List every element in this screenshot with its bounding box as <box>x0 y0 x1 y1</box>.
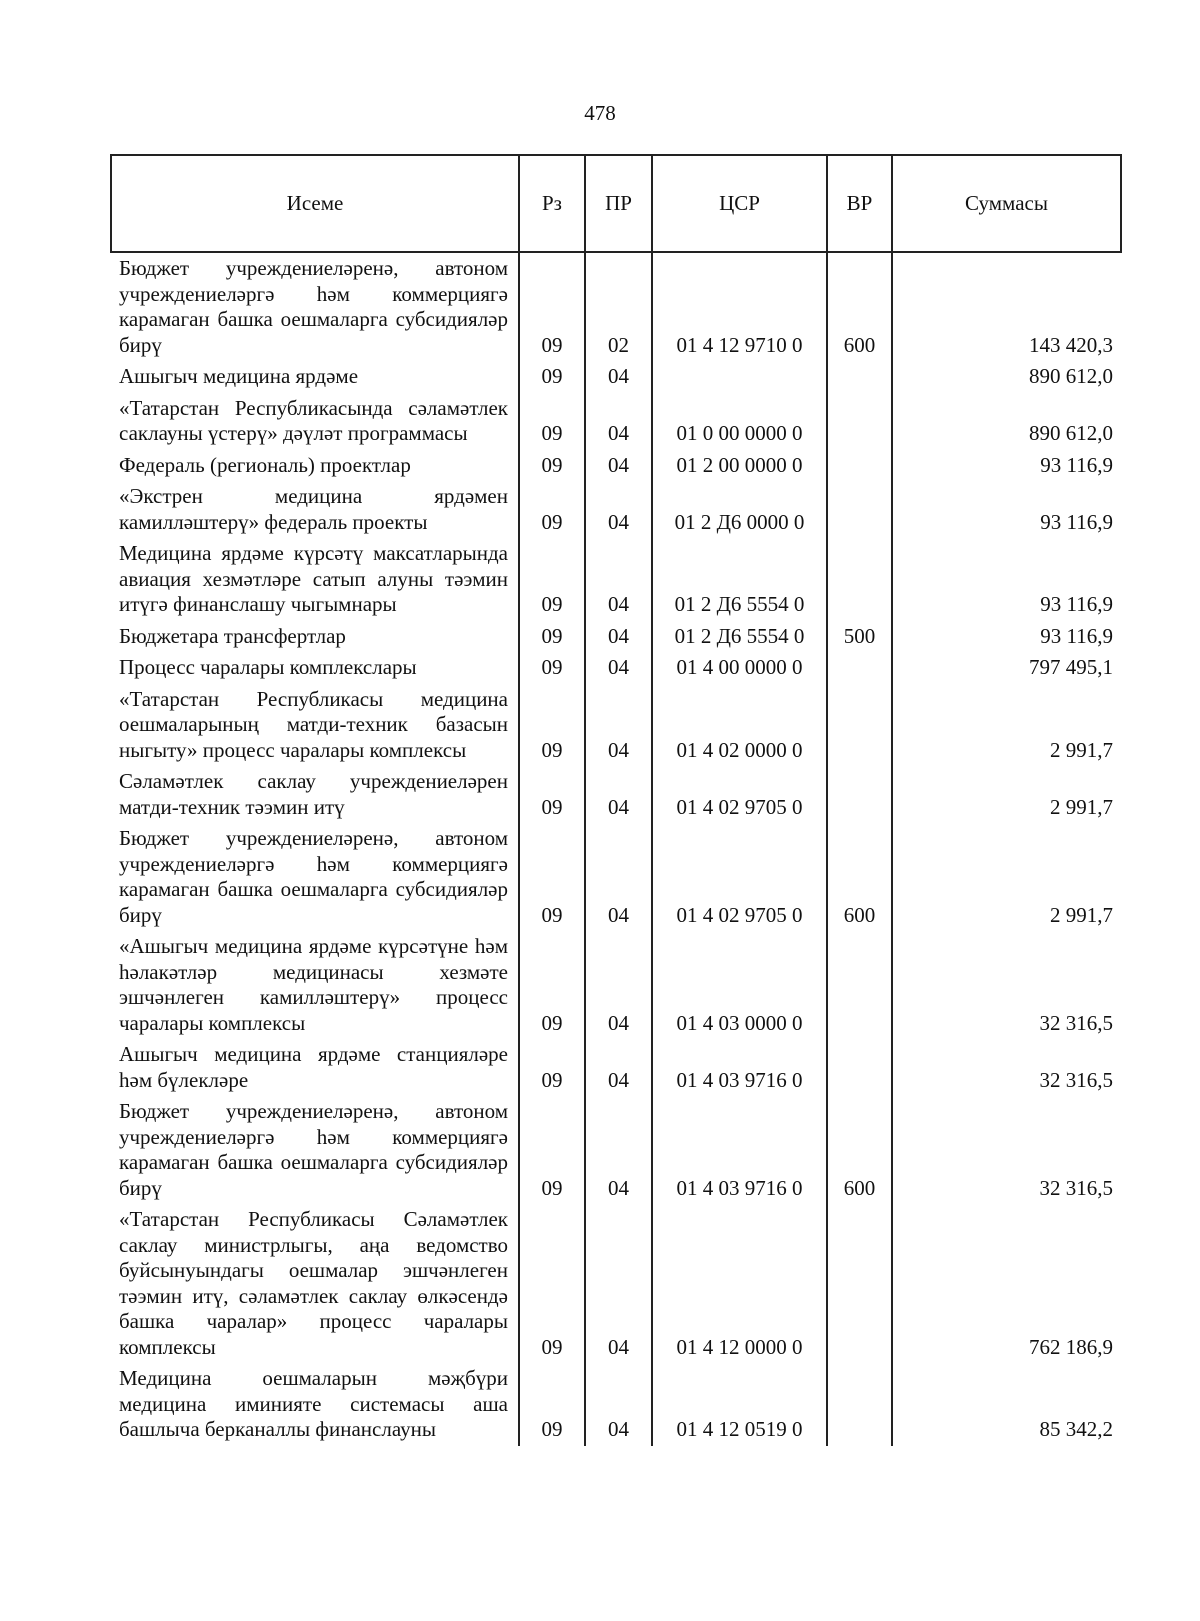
header-rz: Рз <box>519 155 585 252</box>
cell-csr: 01 4 02 9705 0 <box>652 823 827 931</box>
cell-amount: 93 116,9 <box>892 481 1121 538</box>
cell-name: «Татарстан Республикасы Сәламәтлек саклау министрлыгы, аңа ведомство буйсынуындагы оешмалар эшчәнлеген тәэмин итү, сәламәтлек саклау өлкәсендә башка чаралар» процесс чаралары комплексы <box>119 1207 508 1359</box>
table-header-row <box>111 155 1121 252</box>
cell-name: «Татарстан Республикасында сәламәтлек саклауны үстерү» дәүләт программасы <box>119 395 508 445</box>
cell-csr: 01 4 12 0000 0 <box>652 1204 827 1363</box>
cell-amount: 32 316,5 <box>892 1039 1121 1096</box>
cell-rz: 09 <box>519 652 585 684</box>
table-row <box>111 481 1121 538</box>
cell-pr: 04 <box>585 393 652 450</box>
cell-name: Бюджет учреждениеләренә, автоном учреждениеләргә һәм коммерциягә карамаган башка оешмаларга субсидияләр бирү <box>119 1099 508 1200</box>
cell-rz: 09 <box>519 621 585 653</box>
cell-pr: 04 <box>585 684 652 767</box>
cell-csr: 01 4 00 0000 0 <box>652 652 827 684</box>
cell-name: «Татарстан Республикасы медицина оешмаларының матди-техник базасын ныгыту» процесс чаралары комплексы <box>119 686 508 762</box>
table-row <box>111 252 1121 361</box>
cell-amount: 143 420,3 <box>892 252 1121 361</box>
table-row <box>111 823 1121 931</box>
table-row <box>111 652 1121 684</box>
cell-rz: 09 <box>519 823 585 931</box>
cell-amount: 93 116,9 <box>892 538 1121 621</box>
cell-csr: 01 2 00 0000 0 <box>652 450 827 482</box>
cell-pr: 04 <box>585 481 652 538</box>
cell-vr <box>827 652 892 684</box>
table-row <box>111 1363 1121 1446</box>
cell-pr: 04 <box>585 1204 652 1363</box>
cell-csr: 01 4 12 9710 0 <box>652 252 827 361</box>
cell-csr: 01 2 Д6 5554 0 <box>652 538 827 621</box>
cell-csr: 01 4 03 9716 0 <box>652 1039 827 1096</box>
cell-pr: 04 <box>585 450 652 482</box>
cell-pr: 04 <box>585 823 652 931</box>
cell-name: Медицина оешмаларын мәҗбүри медицина иминияте системасы аша башлыча берканаллы финанслауны <box>119 1366 508 1441</box>
cell-amount: 797 495,1 <box>892 652 1121 684</box>
table-row <box>111 1039 1121 1096</box>
cell-rz: 09 <box>519 1096 585 1204</box>
table-row <box>111 766 1121 823</box>
header-name: Исеме <box>111 155 519 252</box>
cell-rz: 09 <box>519 1204 585 1363</box>
cell-vr <box>827 1363 892 1446</box>
cell-amount: 93 116,9 <box>892 450 1121 482</box>
cell-rz: 09 <box>519 361 585 393</box>
cell-pr: 04 <box>585 1039 652 1096</box>
cell-pr: 02 <box>585 252 652 361</box>
table-row <box>111 1096 1121 1204</box>
cell-amount: 890 612,0 <box>892 393 1121 450</box>
table-row <box>111 621 1121 653</box>
cell-rz: 09 <box>519 481 585 538</box>
cell-vr: 600 <box>827 823 892 931</box>
cell-csr: 01 2 Д6 0000 0 <box>652 481 827 538</box>
cell-csr: 01 2 Д6 5554 0 <box>652 621 827 653</box>
cell-name: Ашыгыч медицина ярдәме станцияләре һәм бүлекләре <box>119 1042 508 1092</box>
cell-amount: 32 316,5 <box>892 931 1121 1039</box>
cell-name: Сәламәтлек саклау учреждениеләрен матди-техник тәэмин итү <box>119 769 508 819</box>
cell-name: Процесс чаралары комплекслары <box>119 655 417 679</box>
cell-amount: 32 316,5 <box>892 1096 1121 1204</box>
cell-vr <box>827 393 892 450</box>
table-row <box>111 931 1121 1039</box>
cell-name: Медицина ярдәме күрсәтү максатларында авиация хезмәтләре сатып алуны тәэмин итүгә финанслашу чыгымнары <box>119 541 508 616</box>
cell-rz: 09 <box>519 931 585 1039</box>
cell-name: Ашыгыч медицина ярдәме <box>119 364 359 388</box>
cell-rz: 09 <box>519 1039 585 1096</box>
cell-pr: 04 <box>585 766 652 823</box>
cell-rz: 09 <box>519 393 585 450</box>
cell-pr: 04 <box>585 1363 652 1446</box>
cell-csr: 01 4 12 0519 0 <box>652 1363 827 1446</box>
cell-rz: 09 <box>519 252 585 361</box>
table-row <box>111 450 1121 482</box>
cell-vr: 500 <box>827 621 892 653</box>
cell-vr: 600 <box>827 1096 892 1204</box>
table-body <box>111 252 1121 1446</box>
cell-vr <box>827 766 892 823</box>
header-amount: Суммасы <box>892 155 1121 252</box>
cell-name: Бюджет учреждениеләренә, автоном учреждениеләргә һәм коммерциягә карамаган башка оешмаларга субсидияләр бирү <box>119 826 508 927</box>
cell-vr <box>827 1204 892 1363</box>
cell-csr: 01 4 02 9705 0 <box>652 766 827 823</box>
cell-rz: 09 <box>519 684 585 767</box>
table-row <box>111 393 1121 450</box>
cell-rz: 09 <box>519 450 585 482</box>
cell-amount: 890 612,0 <box>892 361 1121 393</box>
cell-csr: 01 4 02 0000 0 <box>652 684 827 767</box>
cell-rz: 09 <box>519 766 585 823</box>
header-csr: ЦСР <box>652 155 827 252</box>
cell-name: «Экстрен медицина ярдәмен камилләштерү» федераль проекты <box>119 484 508 534</box>
table-row <box>111 538 1121 621</box>
cell-vr <box>827 931 892 1039</box>
cell-vr <box>827 481 892 538</box>
cell-vr <box>827 361 892 393</box>
cell-amount: 2 991,7 <box>892 766 1121 823</box>
cell-amount: 2 991,7 <box>892 823 1121 931</box>
cell-csr: 01 4 03 0000 0 <box>652 931 827 1039</box>
cell-vr <box>827 450 892 482</box>
cell-pr: 04 <box>585 621 652 653</box>
cell-amount: 85 342,2 <box>892 1363 1121 1446</box>
cell-rz: 09 <box>519 1363 585 1446</box>
cell-csr: 01 4 03 9716 0 <box>652 1096 827 1204</box>
cell-pr: 04 <box>585 1096 652 1204</box>
cell-pr: 04 <box>585 931 652 1039</box>
cell-name: Бюджет учреждениеләренә, автоном учреждениеләргә һәм коммерциягә карамаган башка оешмаларга субсидияләр бирү <box>119 256 508 357</box>
cell-pr: 04 <box>585 361 652 393</box>
cell-csr: 01 0 00 0000 0 <box>652 393 827 450</box>
cell-name: «Ашыгыч медицина ярдәме күрсәтүне һәм һәлакәтләр медицинасы хезмәте эшчәнлеген камилләштерү» процесс чаралары комплексы <box>119 934 508 1035</box>
header-pr: ПР <box>585 155 652 252</box>
cell-name: Бюджетара трансфертлар <box>119 623 346 648</box>
table-row <box>111 1204 1121 1363</box>
cell-csr <box>652 361 827 393</box>
cell-pr: 04 <box>585 652 652 684</box>
cell-vr: 600 <box>827 252 892 361</box>
cell-rz: 09 <box>519 538 585 621</box>
cell-vr <box>827 684 892 767</box>
page-number: 478 <box>584 101 616 125</box>
header-vr: ВР <box>827 155 892 252</box>
cell-name: Федераль (региональ) проектлар <box>119 452 411 477</box>
table-row <box>111 361 1121 393</box>
table-row <box>111 684 1121 767</box>
cell-vr <box>827 1039 892 1096</box>
cell-amount: 93 116,9 <box>892 621 1121 653</box>
cell-amount: 762 186,9 <box>892 1204 1121 1363</box>
cell-vr <box>827 538 892 621</box>
cell-amount: 2 991,7 <box>892 684 1121 767</box>
cell-pr: 04 <box>585 538 652 621</box>
budget-table <box>110 154 1122 1446</box>
